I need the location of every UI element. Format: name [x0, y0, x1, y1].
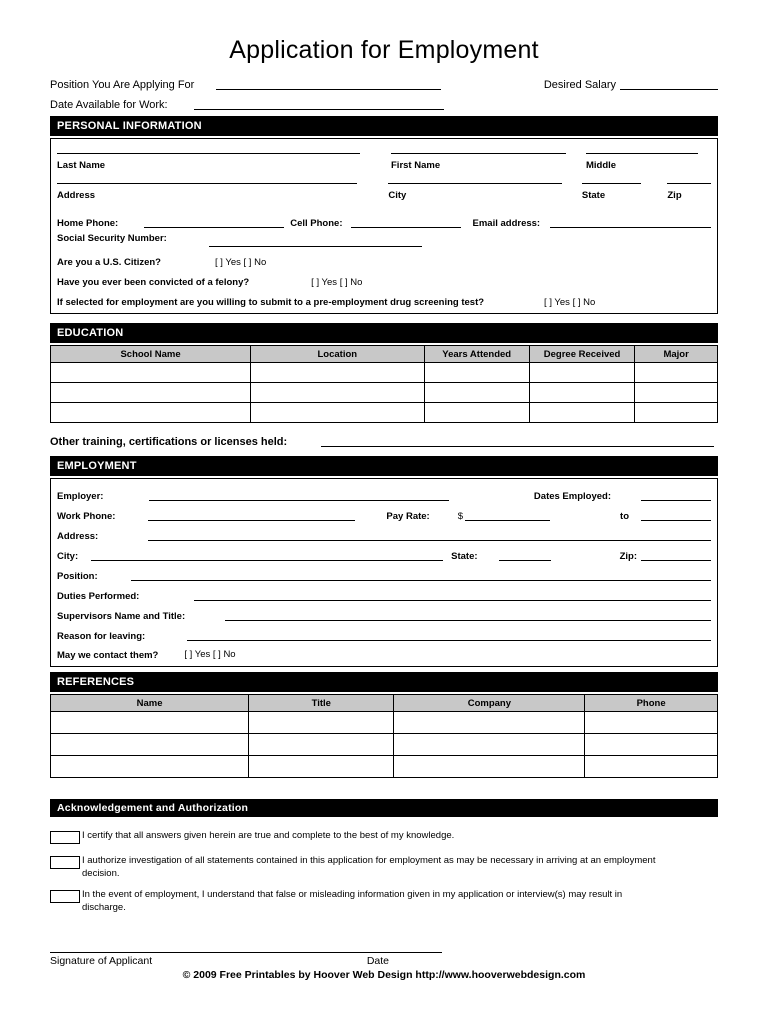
city-label: City [388, 190, 407, 201]
ssn-label: Social Security Number: [57, 233, 167, 244]
felony-question: Have you ever been convicted of a felony? [57, 277, 250, 288]
education-row [51, 403, 718, 423]
address-line[interactable] [57, 183, 357, 184]
education-cell[interactable] [251, 363, 424, 383]
references-cell[interactable] [249, 712, 394, 734]
references-cell[interactable] [585, 756, 718, 778]
date-label: Date [366, 955, 389, 967]
dates-employed-to-label: to [620, 511, 629, 522]
authorize-investigation-checkbox[interactable] [50, 856, 80, 869]
drug-test-question: If selected for employment are you willing to submit to a pre-employment drug screening test? [57, 297, 485, 308]
references-row [51, 756, 718, 778]
work-phone-line[interactable] [148, 509, 355, 521]
references-header-row [51, 695, 718, 712]
supervisor-line[interactable] [225, 609, 711, 621]
personal-information-header: PERSONAL INFORMATION [50, 116, 718, 136]
desired-salary-label: Desired Salary [543, 79, 616, 91]
signature-line[interactable] [50, 952, 442, 953]
last-name-label: Last Name [57, 160, 106, 171]
work-phone-label: Work Phone: [57, 511, 116, 522]
employer-label: Employer: [57, 491, 104, 502]
education-cell[interactable] [51, 363, 251, 383]
employment-header: EMPLOYMENT [50, 456, 718, 476]
employer-address-line[interactable] [148, 529, 711, 541]
dates-employed-from-line[interactable] [641, 489, 711, 501]
false-information-statement: In the event of employment, I understand that false or misleading information given in my application or interview(s) may result in discharge. [82, 889, 623, 913]
education-cell[interactable] [424, 383, 529, 403]
false-information-checkbox[interactable] [50, 890, 80, 903]
felony-yes-no-checkboxes[interactable]: [ ] Yes [ ] No [311, 277, 363, 288]
ssn-line[interactable] [209, 246, 422, 247]
references-row [51, 712, 718, 734]
pay-rate-currency: $ [457, 511, 464, 522]
education-row [51, 383, 718, 403]
references-cell[interactable] [585, 712, 718, 734]
signature-of-applicant-label: Signature of Applicant [50, 955, 153, 967]
authorize-investigation-statement: I authorize investigation of all statements contained in this application for employment as may be necessary in arriving at an employment decision. [82, 855, 656, 879]
education-table [50, 345, 718, 423]
position-line[interactable] [131, 569, 711, 581]
acknowledgement-header: Acknowledgement and Authorization [50, 799, 718, 817]
first-name-label: First Name [391, 160, 441, 171]
references-cell[interactable] [249, 756, 394, 778]
citizen-question: Are you a U.S. Citizen? [57, 257, 161, 268]
employer-state-line[interactable] [499, 549, 551, 561]
education-cell[interactable] [251, 403, 424, 423]
employer-city-label: City: [57, 551, 79, 562]
employer-zip-label: Zip: [619, 551, 637, 562]
middle-name-line[interactable] [586, 153, 698, 154]
education-cell[interactable] [424, 363, 529, 383]
references-cell[interactable] [51, 712, 249, 734]
employer-state-label: State: [451, 551, 478, 562]
references-cell[interactable] [51, 734, 249, 756]
references-col-title: Title [249, 695, 394, 712]
references-cell[interactable] [394, 712, 585, 734]
references-cell[interactable] [585, 734, 718, 756]
cell-phone-label: Cell Phone: [290, 218, 343, 229]
education-cell[interactable] [529, 363, 634, 383]
references-cell[interactable] [249, 734, 394, 756]
drug-test-yes-no-checkboxes[interactable]: [ ] Yes [ ] No [544, 297, 596, 308]
education-col-school: School Name [51, 346, 251, 363]
date-available-label: Date Available for Work: [50, 99, 168, 111]
email-line[interactable] [550, 216, 711, 228]
education-cell[interactable] [51, 383, 251, 403]
reason-leaving-line[interactable] [187, 629, 711, 641]
education-cell[interactable] [424, 403, 529, 423]
education-col-degree: Degree Received [529, 346, 634, 363]
employer-address-label: Address: [57, 531, 99, 542]
certify-checkbox[interactable] [50, 831, 80, 844]
education-cell[interactable] [635, 403, 718, 423]
state-line[interactable] [582, 183, 641, 184]
middle-name-label: Middle [586, 160, 617, 171]
duties-line[interactable] [194, 589, 711, 601]
education-col-years: Years Attended [424, 346, 529, 363]
state-label: State [581, 190, 606, 201]
references-col-company: Company [394, 695, 585, 712]
supervisor-label: Supervisors Name and Title: [57, 611, 186, 622]
position-applying-label: Position You Are Applying For [50, 79, 195, 91]
education-cell[interactable] [251, 383, 424, 403]
home-phone-label: Home Phone: [57, 218, 119, 229]
last-name-line[interactable] [57, 153, 360, 154]
city-line[interactable] [388, 183, 562, 184]
employer-zip-line[interactable] [641, 549, 711, 561]
pay-rate-label: Pay Rate: [386, 511, 430, 522]
zip-line[interactable] [667, 183, 711, 184]
reason-leaving-label: Reason for leaving: [57, 631, 146, 642]
references-col-name: Name [51, 695, 249, 712]
education-col-major: Major [635, 346, 718, 363]
employment-box [50, 478, 718, 667]
education-col-location: Location [251, 346, 424, 363]
education-cell[interactable] [529, 383, 634, 403]
references-cell[interactable] [394, 756, 585, 778]
home-phone-line[interactable] [144, 216, 284, 228]
other-training-line[interactable] [321, 435, 714, 447]
address-label: Address [57, 190, 96, 201]
position-applying-line[interactable] [216, 78, 441, 90]
page-title: Application for Employment [229, 36, 539, 64]
references-cell[interactable] [394, 734, 585, 756]
desired-salary-line[interactable] [620, 78, 718, 90]
email-label: Email address: [472, 218, 541, 229]
personal-information-box [50, 138, 718, 314]
education-cell[interactable] [529, 403, 634, 423]
citizen-yes-no-checkboxes[interactable]: [ ] Yes [ ] No [215, 257, 267, 268]
references-cell[interactable] [51, 756, 249, 778]
education-cell[interactable] [51, 403, 251, 423]
certify-statement: I certify that all answers given herein are true and complete to the best of my knowledge. [82, 830, 455, 841]
employer-line[interactable] [149, 489, 449, 501]
dates-employed-label: Dates Employed: [533, 491, 611, 502]
first-name-line[interactable] [391, 153, 566, 154]
copyright-footer: © 2009 Free Printables by Hoover Web Design http://www.hooverwebdesign.com [182, 969, 586, 981]
education-header-row [51, 346, 718, 363]
pay-rate-line[interactable] [465, 509, 550, 521]
date-available-line[interactable] [194, 98, 444, 110]
position-label: Position: [57, 571, 98, 582]
cell-phone-line[interactable] [351, 216, 461, 228]
education-header: EDUCATION [50, 323, 718, 343]
education-cell[interactable] [635, 383, 718, 403]
may-we-contact-question: May we contact them? [57, 650, 159, 661]
references-table [50, 694, 718, 778]
references-header: REFERENCES [50, 672, 718, 692]
employer-city-line[interactable] [91, 549, 443, 561]
references-col-phone: Phone [585, 695, 718, 712]
references-row [51, 734, 718, 756]
zip-label: Zip [667, 190, 682, 201]
duties-label: Duties Performed: [57, 591, 140, 602]
education-cell[interactable] [635, 363, 718, 383]
dates-employed-to-line[interactable] [641, 509, 711, 521]
may-we-contact-yes-no-checkboxes[interactable]: [ ] Yes [ ] No [184, 649, 236, 660]
other-training-label: Other training, certifications or licenses held: [50, 436, 288, 448]
education-row [51, 363, 718, 383]
